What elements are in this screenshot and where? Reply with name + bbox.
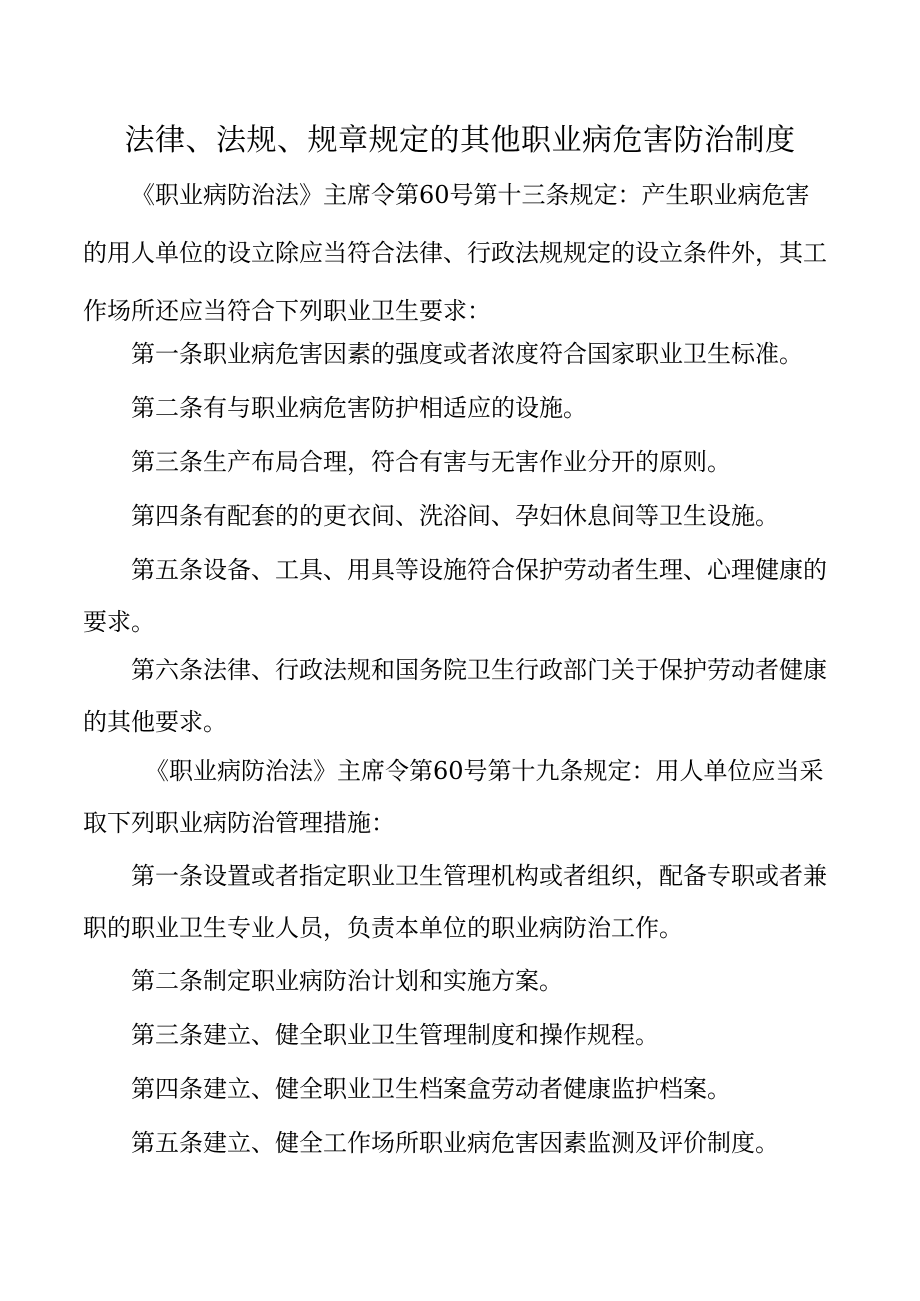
section1-item-6 xyxy=(83,647,853,745)
section1-item-4: 第四条有配套的的更衣间、洗浴间、孕妇休息间等卫生设施。 xyxy=(131,502,779,530)
section2-item-4: 第四条建立、健全职业卫生档案盒劳动者健康监护档案。 xyxy=(131,1075,731,1103)
section1-item-5-line-2: 要求。 xyxy=(83,608,155,636)
section1-intro xyxy=(83,172,853,334)
section2-item-1 xyxy=(83,853,853,951)
section2-item-2: 第二条制定职业病防治计划和实施方案。 xyxy=(131,967,563,995)
page-title: 法律、法规、规章规定的其他职业病危害防治制度 xyxy=(124,123,796,158)
section1-item-6-line-2: 的其他要求。 xyxy=(83,708,227,736)
section2-intro-line-2: 取下列职业病防治管理措施： xyxy=(83,809,395,837)
section2-intro-line-1: 《职业病防治法》主席令第60号第十九条规定：用人单位应当采 xyxy=(145,757,824,785)
section1-item-2: 第二条有与职业病危害防护相适应的设施。 xyxy=(131,394,587,422)
section1-intro-line-2: 的用人单位的设立除应当符合法律、行政法规规定的设立条件外，其工 xyxy=(83,239,827,267)
section1-intro-line-1: 《职业病防治法》主席令第60号第十三条规定：产生职业病危害 xyxy=(131,181,810,209)
section2-item-3: 第三条建立、健全职业卫生管理制度和操作规程。 xyxy=(131,1021,659,1049)
section2-intro xyxy=(83,748,853,846)
section1-item-5 xyxy=(83,547,853,645)
section2-item-5: 第五条建立、健全工作场所职业病危害因素监测及评价制度。 xyxy=(131,1129,779,1157)
section1-item-5-line-1: 第五条设备、工具、用具等设施符合保护劳动者生理、心理健康的 xyxy=(131,556,827,584)
section1-item-1: 第一条职业病危害因素的强度或者浓度符合国家职业卫生标准。 xyxy=(131,340,803,368)
section2-item-1-line-1: 第一条设置或者指定职业卫生管理机构或者组织，配备专职或者兼 xyxy=(131,862,827,890)
section1-item-6-line-1: 第六条法律、行政法规和国务院卫生行政部门关于保护劳动者健康 xyxy=(131,656,827,684)
section1-intro-line-3: 作场所还应当符合下列职业卫生要求： xyxy=(83,297,491,325)
section1-item-3: 第三条生产布局合理，符合有害与无害作业分开的原则。 xyxy=(131,448,731,476)
section2-item-1-line-2: 职的职业卫生专业人员，负责本单位的职业病防治工作。 xyxy=(83,914,683,942)
